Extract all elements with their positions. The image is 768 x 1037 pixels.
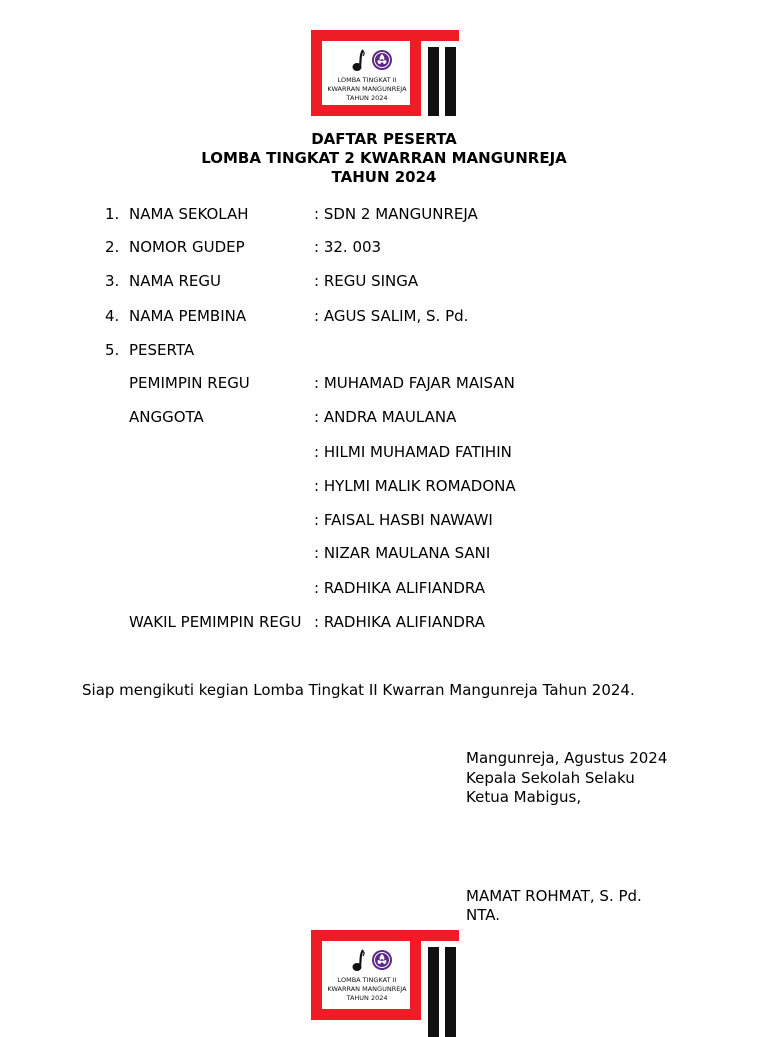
logo-line: TAHUN 2024 <box>346 994 388 1002</box>
field-value: : 32. 003 <box>314 238 382 256</box>
signature-nta: NTA. <box>466 906 500 924</box>
logo-frame-top <box>311 930 459 941</box>
field-label: PESERTA <box>129 341 195 359</box>
logo-frame-left <box>311 930 322 1020</box>
wosm-emblem-icon <box>372 950 392 970</box>
logo-bar <box>445 47 456 116</box>
field-value: : AGUS SALIM, S. Pd. <box>314 307 469 325</box>
document-title: DAFTAR PESERTA <box>311 130 457 148</box>
logo-text <box>323 76 411 103</box>
participant-name: : HILMI MUHAMAD FATIHIN <box>314 443 512 461</box>
field-value: : REGU SINGA <box>314 272 419 290</box>
field-label: NOMOR GUDEP <box>129 238 245 256</box>
participant-role: PEMIMPIN REGU <box>129 374 250 392</box>
participant-role: WAKIL PEMIMPIN REGU <box>129 613 302 631</box>
participant-name: : ANDRA MAULANA <box>314 408 457 426</box>
logo-line: LOMBA TINGKAT II <box>337 976 397 984</box>
participant-name: : RADHIKA ALIFIANDRA <box>314 579 485 597</box>
logo-frame-bottom <box>311 105 421 116</box>
field-number: 4. <box>105 307 120 325</box>
logo-text <box>323 976 411 1003</box>
logo-frame-right <box>410 930 421 1020</box>
logo-line: TAHUN 2024 <box>346 94 388 102</box>
field-number: 3. <box>105 272 120 290</box>
participant-role: ANGGOTA <box>129 408 204 426</box>
document-subtitle: LOMBA TINGKAT 2 KWARRAN MANGUNREJA <box>201 149 567 167</box>
event-logo-top <box>311 30 459 116</box>
statement-text: Siap mengikuti kegian Lomba Tingkat II Kwarran Mangunreja Tahun 2024. <box>82 681 635 699</box>
participant-name: : MUHAMAD FAJAR MAISAN <box>314 374 515 392</box>
logo-line: LOMBA TINGKAT II <box>337 76 397 84</box>
signature-role: Ketua Mabigus, <box>466 788 582 806</box>
field-label: NAMA SEKOLAH <box>129 205 249 223</box>
logo-emblems <box>349 947 399 975</box>
signature-role: Kepala Sekolah Selaku <box>466 769 635 787</box>
logo-frame-left <box>311 30 322 116</box>
logo-frame-right <box>410 30 421 116</box>
tunas-kelapa-icon <box>353 50 365 71</box>
document-year: TAHUN 2024 <box>331 168 437 186</box>
logo-line: KWARRAN MANGUNREJA <box>327 985 407 993</box>
participant-name: : FAISAL HASBI NAWAWI <box>314 511 493 529</box>
field-number: 5. <box>105 341 120 359</box>
participant-name: : RADHIKA ALIFIANDRA <box>314 613 485 631</box>
participant-name: : HYLMI MALIK ROMADONA <box>314 477 516 495</box>
signature-name: MAMAT ROHMAT, S. Pd. <box>466 887 642 905</box>
signature-place-date: Mangunreja, Agustus 2024 <box>466 749 668 767</box>
tunas-kelapa-icon <box>353 950 365 971</box>
wosm-emblem-icon <box>372 50 392 70</box>
logo-frame-top <box>311 30 459 41</box>
field-number: 1. <box>105 205 120 223</box>
event-logo-bottom <box>311 930 459 1020</box>
field-label: NAMA REGU <box>129 272 221 290</box>
field-value: : SDN 2 MANGUNREJA <box>314 205 478 223</box>
field-number: 2. <box>105 238 120 256</box>
logo-emblems <box>349 47 399 75</box>
logo-line: KWARRAN MANGUNREJA <box>327 85 407 93</box>
field-label: NAMA PEMBINA <box>129 307 247 325</box>
participant-name: : NIZAR MAULANA SANI <box>314 544 491 562</box>
logo-frame-bottom <box>311 1009 421 1020</box>
logo-bar <box>428 47 439 116</box>
